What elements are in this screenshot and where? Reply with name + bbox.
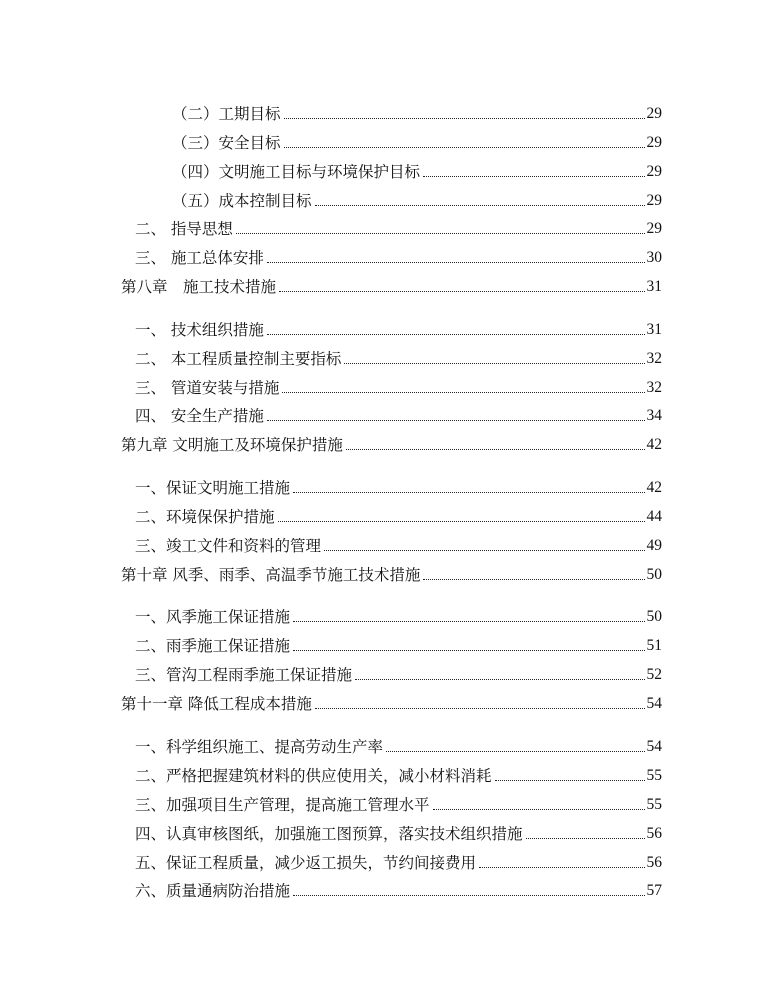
toc-entry-title: 四、认真审核图纸，加强施工图预算，落实技术组织措施 (135, 825, 523, 843)
toc-entry (135, 661, 662, 685)
toc-entry-title: 二、 指导思想 (135, 220, 233, 238)
toc-entry-title: （二）工期目标 (172, 105, 281, 123)
toc-leader-dots (284, 118, 645, 119)
toc-leader-dots (495, 780, 645, 781)
toc-leader-dots (315, 708, 645, 709)
toc-entry-title: 二、环境保保护措施 (135, 508, 275, 526)
toc-entry-page: 34 (646, 407, 662, 424)
toc-entry (135, 316, 662, 340)
toc-chapter (121, 690, 662, 714)
toc-entry-title: 二、 本工程质量控制主要指标 (135, 350, 342, 368)
toc-entry-title: 第十章 风季、雨季、高温季节施工技术措施 (121, 566, 421, 584)
toc-entry (135, 402, 662, 426)
toc-entry-page: 54 (646, 738, 662, 755)
toc-entry (135, 345, 662, 369)
toc-entry (135, 603, 662, 627)
toc-entry-page: 30 (646, 249, 662, 266)
toc-leader-dots (423, 176, 644, 177)
toc-entry-title: 一、科学组织施工、提高劳动生产率 (135, 738, 384, 756)
toc-entry-page: 50 (646, 608, 662, 625)
toc-entry-page: 55 (646, 767, 662, 784)
toc-entry-page: 56 (646, 854, 662, 871)
toc-chapter (121, 431, 662, 455)
toc-leader-dots (293, 650, 644, 651)
toc-entry-title: 第八章 施工技术措施 (121, 278, 277, 296)
toc-entry-title: 二、雨季施工保证措施 (135, 637, 291, 655)
toc-entry-page: 29 (646, 163, 662, 180)
toc-entry-page: 51 (646, 637, 662, 654)
toc-entry (172, 100, 662, 124)
toc-entry-title: 一、保证文明施工措施 (135, 479, 291, 497)
toc-entry-title: 六、质量通病防治措施 (135, 882, 291, 900)
toc-leader-dots (344, 363, 644, 364)
toc-entry-title: （四）文明施工目标与环境保护目标 (172, 163, 421, 181)
toc-entry-title: 第十一章 降低工程成本措施 (121, 695, 312, 713)
toc-entry (172, 129, 662, 153)
toc-leader-dots (346, 449, 645, 450)
toc-entry-title: 三、管沟工程雨季施工保证措施 (135, 666, 353, 684)
toc-leader-dots (479, 867, 644, 868)
toc-entry-page: 29 (646, 192, 662, 209)
toc-entry-page: 44 (646, 508, 662, 525)
toc-entry (135, 374, 662, 398)
toc-leader-dots (433, 809, 645, 810)
toc-entry-page: 32 (646, 379, 662, 396)
toc-entry-title: 一、 技术组织措施 (135, 321, 264, 339)
toc-entry (135, 474, 662, 498)
toc-entry-page: 29 (646, 105, 662, 122)
toc-entry-page: 57 (646, 882, 662, 899)
toc-entry (172, 187, 662, 211)
toc-leader-dots (282, 392, 644, 393)
toc-entry-page: 54 (646, 695, 662, 712)
toc-entry-title: （五）成本控制目标 (172, 192, 312, 210)
toc-leader-dots (267, 262, 645, 263)
toc-entry-title: 一、风季施工保证措施 (135, 608, 291, 626)
toc-leader-dots (279, 291, 644, 292)
toc-entry-page: 42 (646, 436, 662, 453)
toc-entry (135, 632, 662, 656)
toc-entry (135, 215, 662, 239)
toc-leader-dots (278, 521, 645, 522)
toc-entry-title: （三）安全目标 (172, 134, 281, 152)
toc-entry-page: 32 (646, 350, 662, 367)
toc-entry-title: 三、竣工文件和资料的管理 (135, 537, 322, 555)
toc-entry (135, 877, 662, 901)
toc-entry (135, 503, 662, 527)
toc-entry-title: 三、加强项目生产管理，提高施工管理水平 (135, 796, 430, 814)
toc-entry-title: 二、严格把握建筑材料的供应使用关，减小材料消耗 (135, 767, 492, 785)
toc-entry-title: 三、 管道安装与措施 (135, 379, 280, 397)
toc-leader-dots (267, 420, 645, 421)
toc-entry-page: 55 (646, 796, 662, 813)
toc-leader-dots (236, 233, 645, 234)
toc-chapter (121, 561, 662, 585)
toc-entry-title: 四、 安全生产措施 (135, 407, 264, 425)
toc-entry-page: 29 (646, 220, 662, 237)
toc-entry-title: 第九章 文明施工及环境保护措施 (121, 436, 343, 454)
toc-entry-page: 50 (646, 566, 662, 583)
toc-entry (135, 820, 662, 844)
toc-entry (135, 733, 662, 757)
toc-leader-dots (293, 895, 644, 896)
toc-entry-page: 31 (646, 321, 662, 338)
toc-leader-dots (324, 550, 644, 551)
toc-leader-dots (355, 679, 644, 680)
toc-leader-dots (315, 205, 645, 206)
toc-entry-page: 49 (646, 537, 662, 554)
toc-entry (135, 849, 662, 873)
toc-entry-page: 52 (646, 666, 662, 683)
toc-leader-dots (526, 838, 645, 839)
toc-leader-dots (293, 492, 644, 493)
toc-leader-dots (284, 147, 645, 148)
toc-entry-page: 56 (646, 825, 662, 842)
toc-entry-page: 31 (646, 278, 662, 295)
toc-leader-dots (423, 579, 644, 580)
toc-entry (135, 532, 662, 556)
toc-leader-dots (293, 621, 644, 622)
toc-entry (172, 158, 662, 182)
toc-entry (135, 762, 662, 786)
toc-entry-page: 42 (646, 479, 662, 496)
toc-entry (135, 244, 662, 268)
toc-entry-page: 29 (646, 134, 662, 151)
toc-leader-dots (267, 334, 645, 335)
toc-entry-title: 三、 施工总体安排 (135, 249, 264, 267)
toc-entry-title: 五、保证工程质量，减少返工损失，节约间接费用 (135, 854, 477, 872)
toc-chapter (121, 273, 662, 297)
toc-leader-dots (386, 751, 644, 752)
toc-entry (135, 791, 662, 815)
